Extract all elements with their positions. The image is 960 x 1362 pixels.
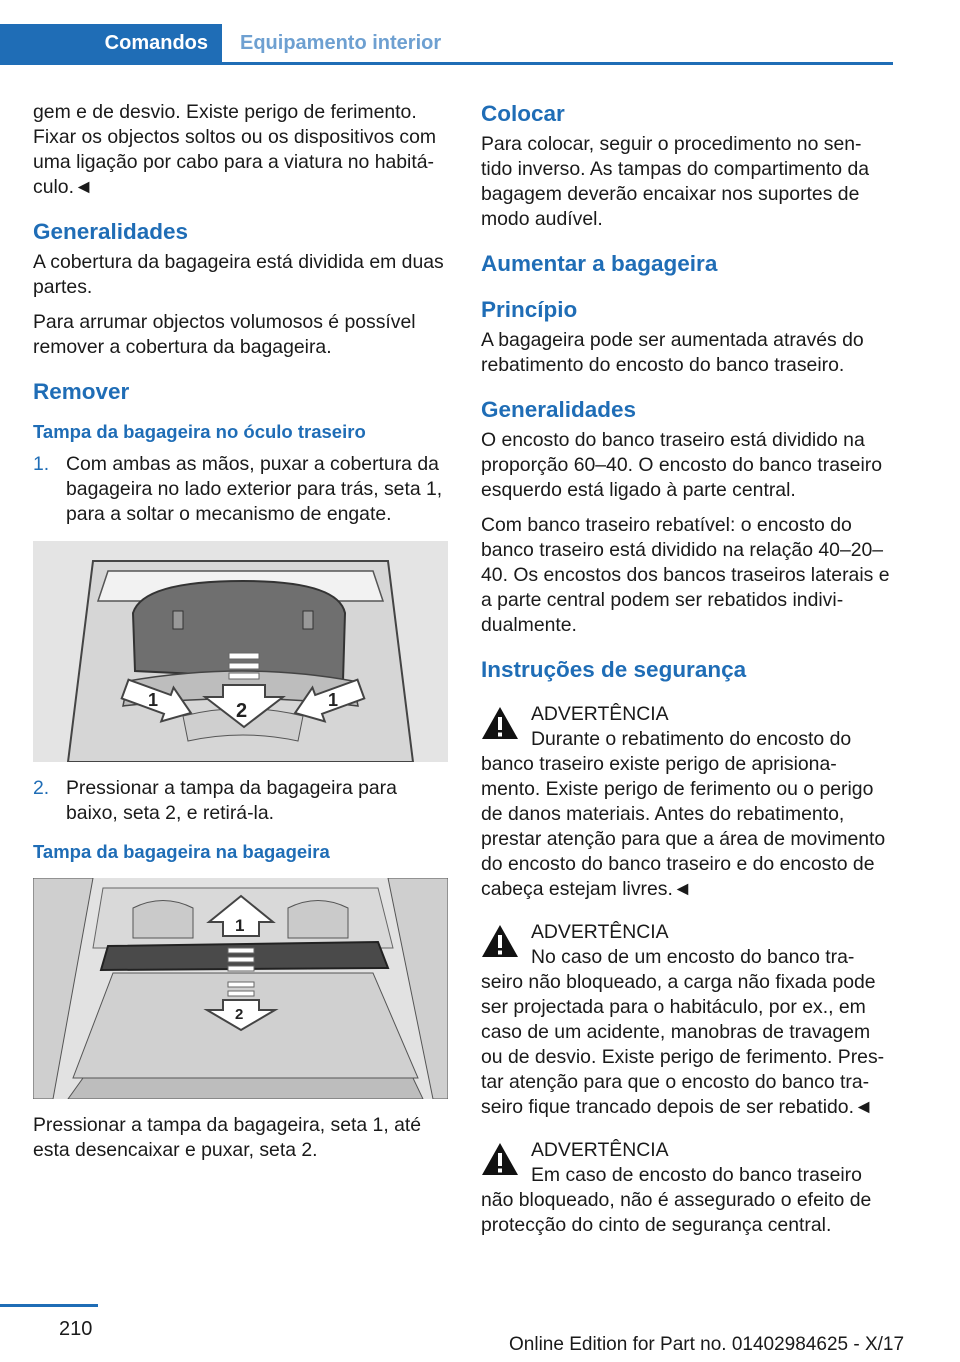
heading-principio: Princípio [481,297,578,322]
step-number: 1. [33,453,50,475]
right-column [481,100,895,1252]
colocar-paragraph: Para colocar, seguir o procedimento no sen‐ tido inverso. As tampas do compartimento da bagagem deverão encaixar nos suportes de modo audível. [481,133,870,230]
chapter-tabs [0,24,893,65]
step-number: 2. [33,777,50,799]
edition-note: Online Edition for Part no. 01402984625 - X/17 [509,1334,905,1355]
heading-remover: Remover [33,379,130,404]
generalidades-paragraph-1: A cobertura da bagageira está dividida em duas partes. [33,251,444,298]
warning-body: não bloqueado, não é assegurado o efeito de protecção do cinto de segurança central. [481,1189,872,1236]
generalidades-paragraph-2: Com banco traseiro rebatível: o encosto do banco traseiro está dividido na relação 40–20– 40. Os encostos dos bancos traseiros laterais e a parte central podem ser rebatidos indivi‐ dualmente. [481,514,890,636]
warning-title: ADVERTÊNCIA [531,921,669,943]
arrow-label-1: 1 [235,916,245,935]
warning-lead: No caso de um encosto do banco tra‐ [531,946,855,968]
step-text: Pressionar a tampa da bagageira para baixo, seta 2, e retirá-la. [66,777,397,824]
heading-tampa-oculo-traseiro: Tampa da bagageira no óculo traseiro [33,421,366,442]
arrow-label-2: 2 [235,1006,244,1023]
heading-generalidades: Generalidades [481,397,637,422]
arrow-label-1-left: 1 [148,690,159,710]
heading-tampa-na-bagageira: Tampa da bagageira na bagageira [33,841,330,862]
tab-comandos[interactable]: Comandos [0,24,222,62]
figure-trunk-cover-in-trunk [33,878,448,1099]
warning-block [481,702,895,902]
tab-equipamento-interior[interactable]: Equipamento interior [240,32,442,54]
trunk-cover-illustration-2 [33,878,448,1099]
warning-lead: Em caso de encosto do banco traseiro [531,1164,862,1186]
heading-aumentar-bagageira: Aumentar a bagageira [481,251,718,276]
intro-paragraph: gem e de desvio. Existe perigo de ferimento. Fixar os objectos soltos ou os dispositivos com uma ligação por cabo para a viatura no habitá‐ culo.◄ [33,101,437,198]
warning-lead: Durante o rebatimento do encosto do [531,728,852,750]
warning-block [481,920,895,1120]
generalidades-paragraph-2: Para arrumar objectos volumosos é possível remover a cobertura da bagageira. [33,311,416,358]
footer-rule [0,1304,98,1307]
heading-generalidades: Generalidades [33,219,189,244]
principio-paragraph: A bagageira pode ser aumentada através do rebatimento do encosto do banco traseiro. [481,329,864,376]
warning-block [481,1138,895,1238]
warning-body: seiro não bloqueado, a carga não fixada pode ser projectada para o habitáculo, por ex., em caso de um acidente, manobras de travagem ou de desvio. Existe perigo de ferimento. Pres‐ tar atenção para que o encosto do banco tra‐ seiro fique trancado depois de ser rebatido.◄ [481,971,885,1118]
step-text: Com ambas as mãos, puxar a cobertura da bagageira no lado exterior para trás, seta 1, para a soltar o mecanismo de engate. [66,453,443,525]
warning-title: ADVERTÊNCIA [531,1139,669,1161]
step-1 [33,452,448,527]
page-number: 210 [59,1318,93,1340]
arrow-label-2: 2 [236,700,248,722]
final-paragraph: Pressionar a tampa da bagageira, seta 1, até esta desencaixar e puxar, seta 2. [33,1114,422,1161]
warning-title: ADVERTÊNCIA [531,703,669,725]
heading-colocar: Colocar [481,101,565,126]
step-2 [33,776,448,826]
warning-triangle-icon [481,1142,519,1176]
heading-instrucoes-seguranca: Instruções de segurança [481,657,747,682]
figure-rear-window-cover [33,541,448,762]
generalidades-paragraph-1: O encosto do banco traseiro está dividido na proporção 60–40. O encosto do banco traseiro esquerdo está ligado à parte central. [481,429,883,501]
warning-body: banco traseiro existe perigo de aprisiona‐ mento. Existe perigo de ferimento ou o perigo de danos materiais. Antes do rebatimento, prestar atenção para que a área de movimento do encosto do banco traseiro e do encosto de cabeça estejam livres.◄ [481,753,886,900]
left-column [33,100,448,1173]
trunk-cover-illustration-1 [33,541,448,762]
warning-triangle-icon [481,706,519,740]
warning-triangle-icon [481,924,519,958]
arrow-label-1-right: 1 [328,690,339,710]
